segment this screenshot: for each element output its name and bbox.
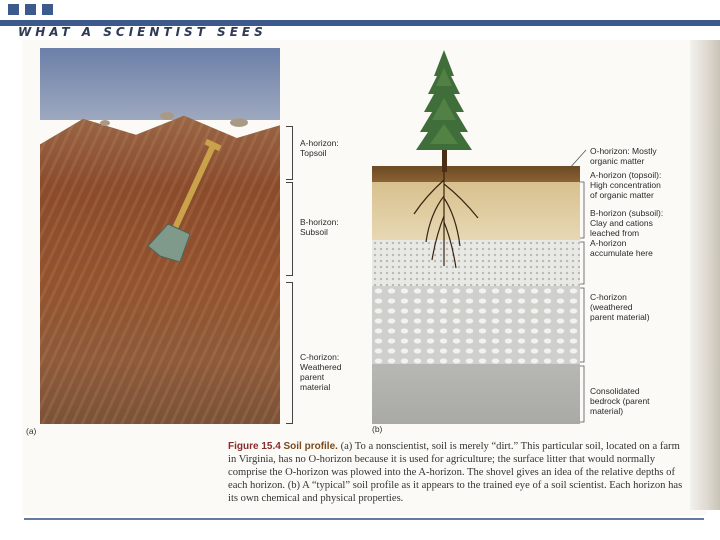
figure-caption: [228, 440, 688, 505]
diagram-label-c-horizon: C-horizon (weathered parent material): [590, 292, 650, 322]
photo-label-c-horizon: C-horizon: Weathered parent material: [300, 352, 342, 392]
diagram-label-a-horizon: A-horizon (topsoil): High concentration of organic matter: [590, 170, 662, 200]
diagram-label-o-horizon: O-horizon: Mostly organic matter: [590, 146, 657, 166]
photo-label-b-horizon: B-horizon: Subsoil: [300, 217, 339, 237]
figure-number: Figure 15.4: [228, 441, 281, 452]
caption-text: (a) To a nonscientist, soil is merely “dirt.” This particular soil, located on a farm in Virginia, has no O-horizon because it is used for agriculture; the surface litter that would normally comprise the O-horizon was plowed into the A-horizon. The shovel gives an idea of the relative depths of each horizon. (b) A “typical” soil profile as it appears to the trained eye of a soil scientist. Each horizon has its own chemical and physical properties.: [228, 441, 683, 504]
panel-letter-a: (a): [26, 426, 37, 436]
diagram-label-b-horizon: B-horizon (subsoil): Clay and cations leached from A-horizon accumulate here: [590, 208, 664, 258]
footer-line: [24, 518, 704, 520]
section-title: WHAT A SCIENTIST SEES: [18, 25, 267, 39]
figure-title: Soil profile.: [283, 441, 338, 452]
panel-letter-b: (b): [372, 424, 383, 434]
photo-label-a-horizon: A-horizon: Topsoil: [300, 138, 339, 158]
diagram-label-bedrock: Consolidated bedrock (parent material): [590, 386, 650, 416]
